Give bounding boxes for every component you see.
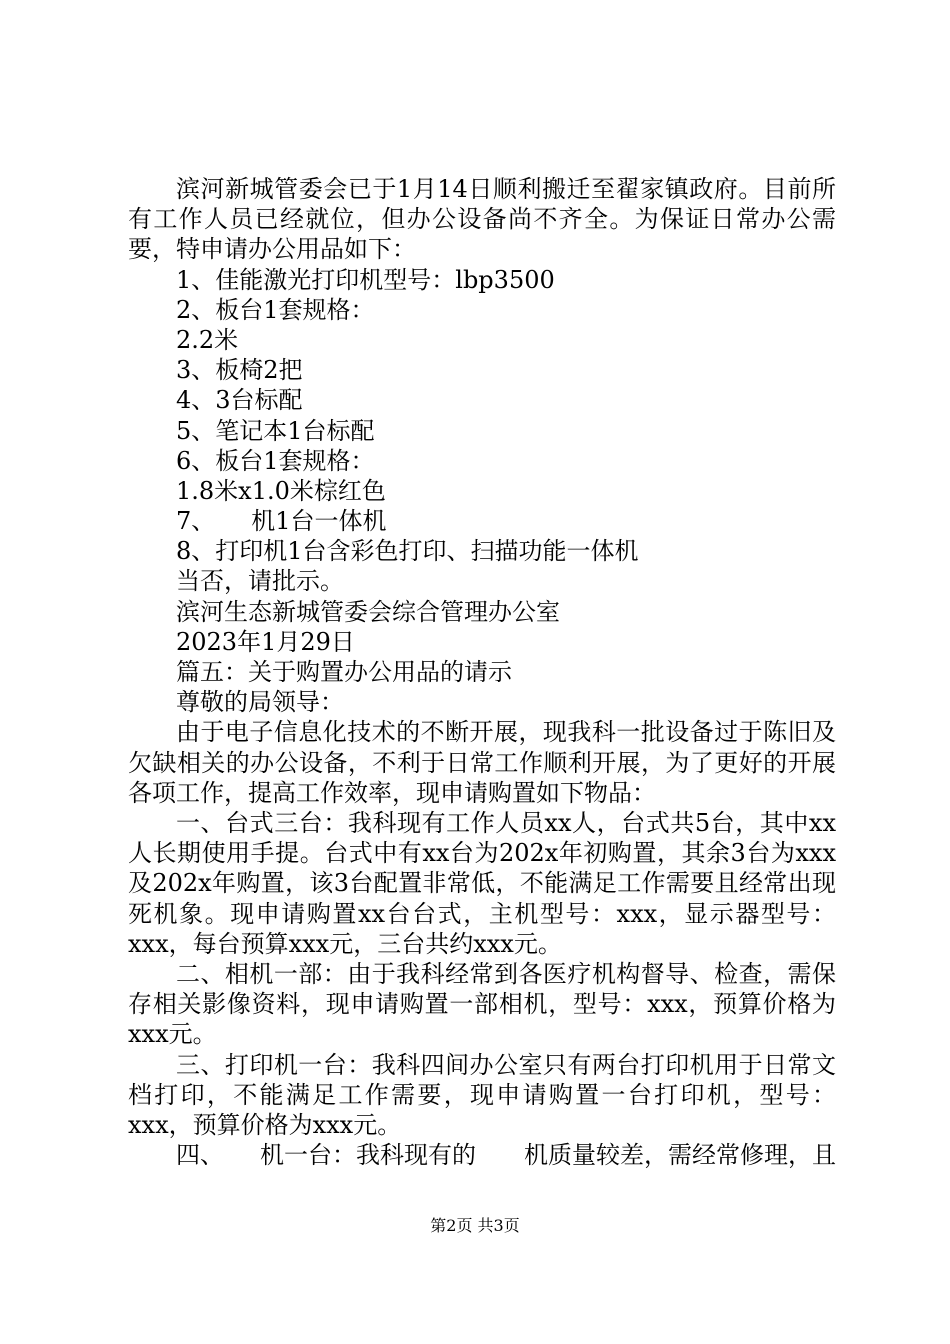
list-item: 2、板台1套规格： [176,295,375,324]
document-body [128,174,836,1170]
list-item: 8、打印机1台含彩色打印、扫描功能一体机 [176,537,639,566]
section-heading: 篇五：关于购置办公用品的请示 [176,658,512,687]
page-number: 第2页 共3页 [430,1216,520,1235]
signature-office: 滨河生态新城管委会综合管理办公室 [176,597,560,626]
list-item: 1、佳能激光打印机型号：lbp3500 [176,265,555,294]
paragraph-item-3: 三、打印机一台：我科四间办公室只有两台打印机用于日常文档打印，不能满足工作需要，现申请购置一台打印机，型号：xxx，预算价格为xxx元。 [128,1050,836,1140]
paragraph-reason: 由于电子信息化技术的不断开展，现我科一批设备过于陈旧及欠缺相关的办公设备，不利于日常工作顺利开展，为了更好的开展各项工作，提高工作效率，现申请购置如下物品： [128,718,836,807]
paragraph-intro: 滨河新城管委会已于1月14日顺利搬迁至翟家镇政府。目前所有工作人员已经就位，但办公设备尚不齐全。为保证日常办公需要，特申请办公用品如下： [128,175,836,264]
paragraph-item-4: 四、 机一台：我科现有的 机质量较差，需经常修理，且 [176,1141,836,1170]
list-item: 7、 机1台一体机 [176,507,387,536]
signature-date: 2023年1月29日 [176,627,355,656]
paragraph-item-1: 一、台式三台：我科现有工作人员xx人，台式共5台，其中xx人长期使用手提。台式中有xx台为202x年初购置，其余3台为xxx及202x年购置，该3台配置非常低，不能满足工作需要且经常出现死机象。现申请购置xx台台式，主机型号：xxx，显示器型号：xxx，每台预算xxx元，三台共约xxx元。 [128,809,836,958]
list-item: 2.2米 [176,325,239,354]
list-item: 3、板椅2把 [176,356,303,385]
closing-request: 当否，请批示。 [176,567,344,596]
paragraph-item-2: 二、相机一部：由于我科经常到各医疗机构督导、检查，需保存相关影像资料，现申请购置一部相机，型号：xxx，预算价格为xxx元。 [128,960,836,1049]
list-item: 6、板台1套规格： [176,446,375,475]
salutation: 尊敬的局领导： [176,688,344,717]
list-item: 1.8米x1.0米棕红色 [176,476,386,505]
list-item: 5、笔记本1台标配 [176,416,375,445]
list-item: 4、3台标配 [176,386,303,415]
